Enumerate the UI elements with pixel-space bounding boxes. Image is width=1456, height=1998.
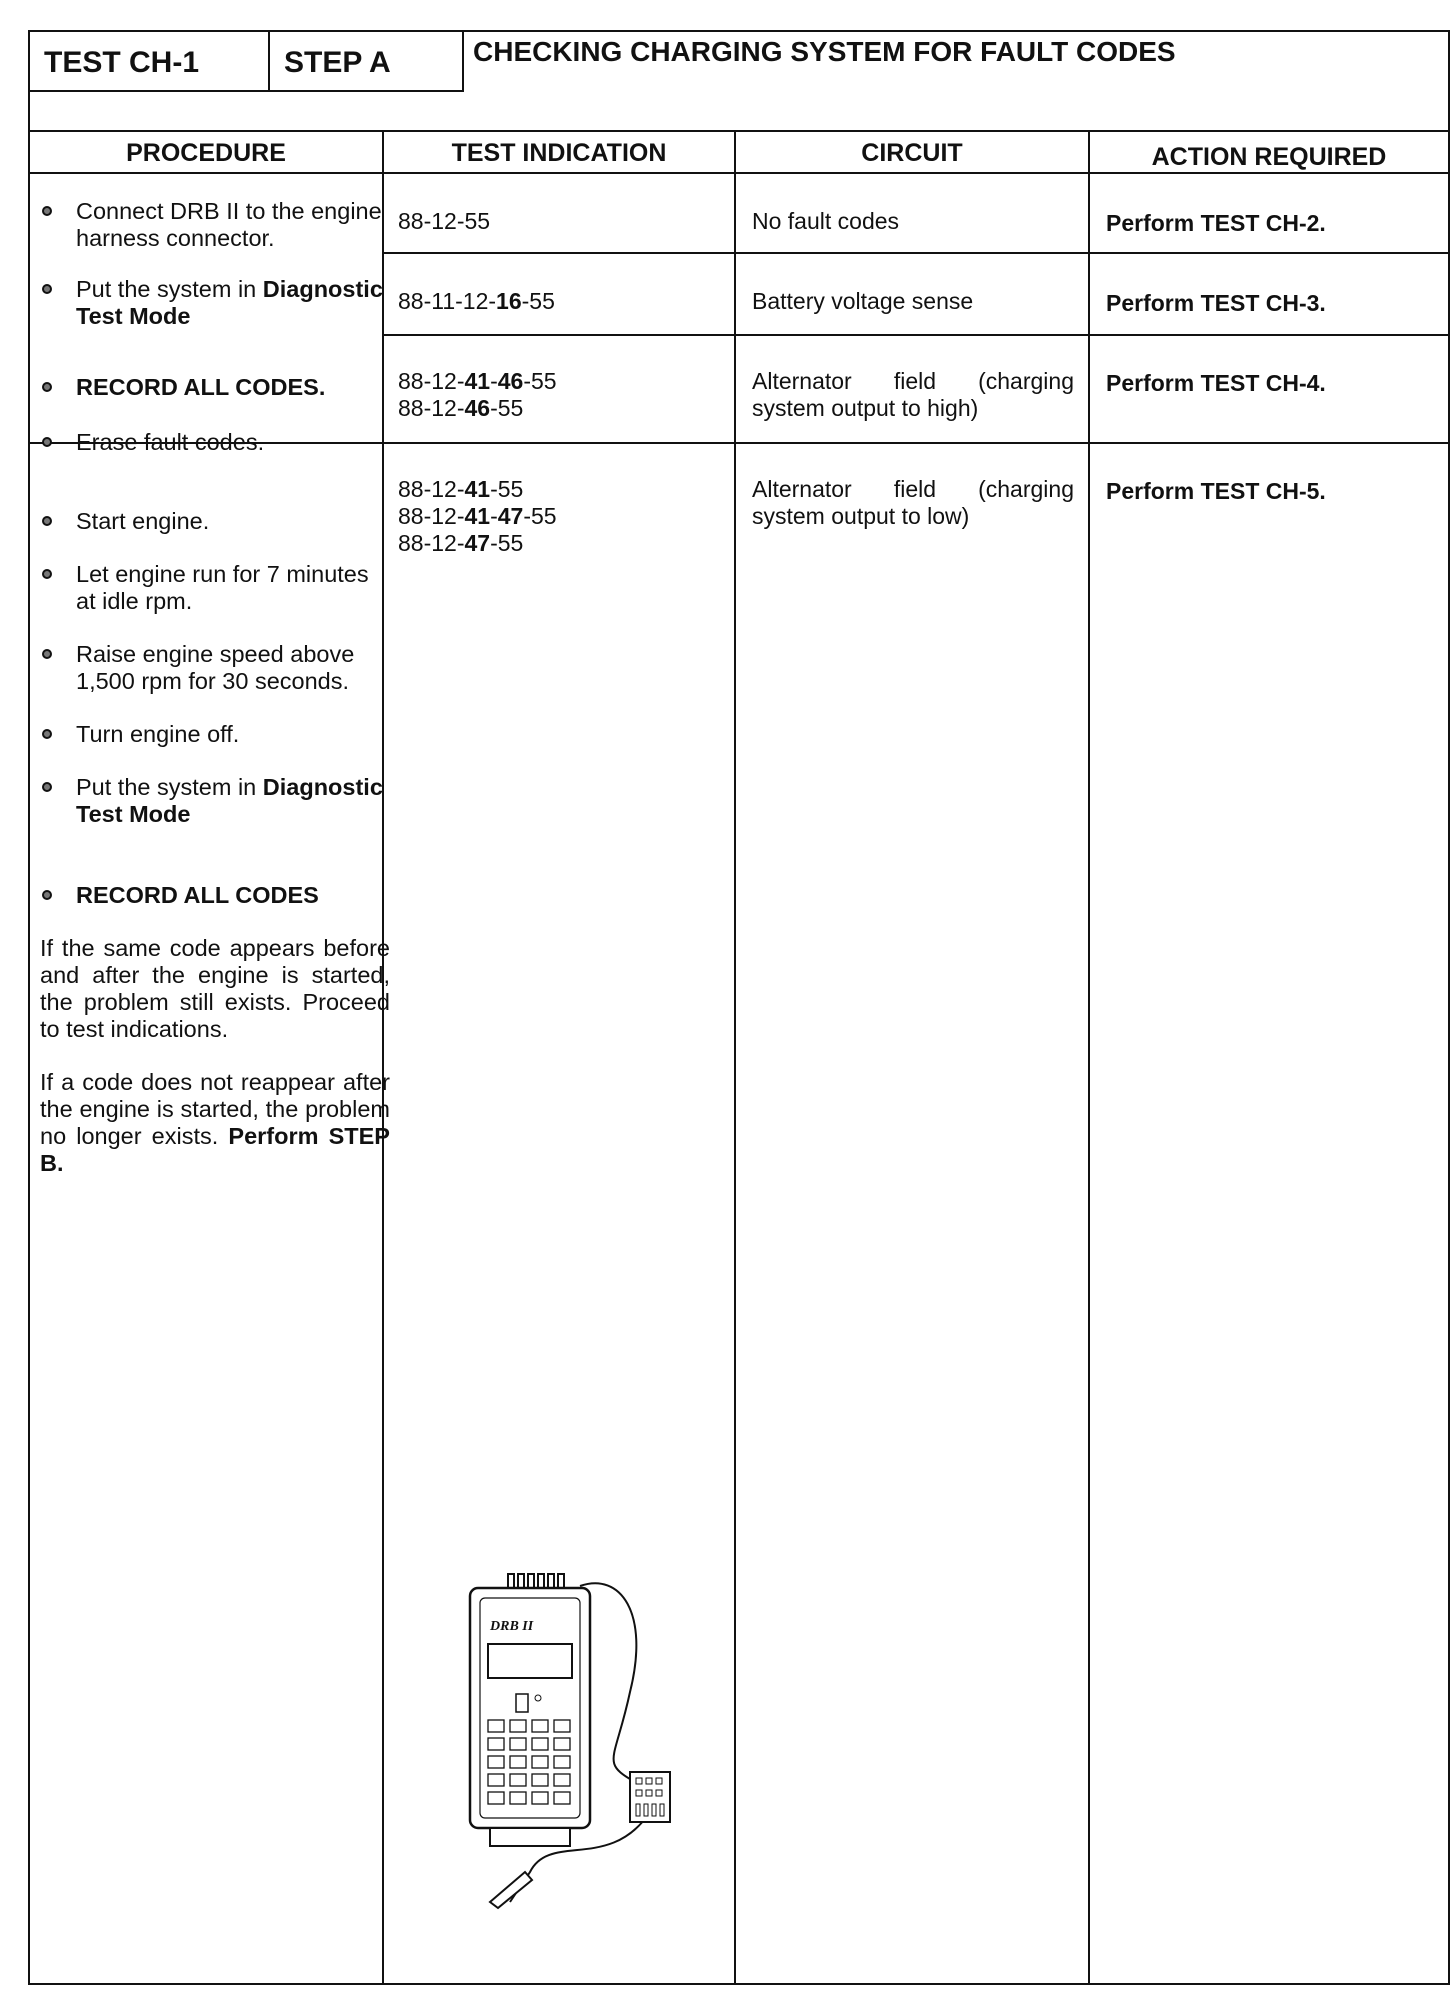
test-indication-row-1 — [398, 208, 490, 235]
code-line: 88-12-46-55 — [398, 395, 524, 421]
row-rule-1 — [384, 252, 1448, 254]
proc-step: Put the system in Diagnostic Test Mode — [30, 774, 390, 828]
circuit-row-1: No fault codes — [752, 208, 900, 234]
bullet-icon — [42, 516, 52, 526]
action-row-3: Perform TEST CH-4. — [1106, 370, 1326, 396]
proc-step: Raise engine speed above 1,500 rpm for 30 seconds. — [30, 641, 390, 695]
bullet-icon — [42, 729, 52, 739]
action-row-2: Perform TEST CH-3. — [1106, 290, 1326, 316]
proc-step: RECORD ALL CODES. — [30, 374, 390, 401]
code-line: 88-12-55 — [398, 208, 491, 234]
action-row-1: Perform TEST CH-2. — [1106, 210, 1326, 236]
bullet-icon — [42, 782, 52, 792]
col-head-action: ACTION REQUIRED — [1151, 143, 1387, 171]
code-line: 88-11-12-16-55 — [398, 288, 555, 314]
step-box — [270, 32, 464, 92]
bullet-icon — [42, 206, 52, 216]
row-rule-3 — [384, 442, 1448, 444]
procedure-column — [30, 198, 390, 1177]
col-head-procedure: PROCEDURE — [126, 139, 286, 167]
proc-step: Connect DRB II to the engine harness connector. — [30, 198, 390, 252]
test-indication-row-4 — [398, 476, 557, 557]
circuit-row-2: Battery voltage sense — [752, 288, 974, 314]
document-page — [28, 30, 1450, 1985]
device-label: DRB II — [490, 1619, 534, 1634]
circuit-row-4: Alternator field (charging system output to low) — [752, 476, 1074, 529]
bullet-icon — [42, 437, 52, 447]
note-paragraph: If a code does not reappear after the engine is started, the problem no longer exists. Perform STEP B. — [40, 1069, 390, 1176]
test-indication-row-3 — [398, 368, 557, 422]
bullet-icon — [42, 649, 52, 659]
proc-step: Erase fault codes. — [30, 429, 390, 456]
code-line: 88-12-47-55 — [398, 530, 524, 556]
proc-step: Let engine run for 7 minutes at idle rpm. — [30, 561, 390, 615]
proc-step: Put the system in Diagnostic Test Mode — [30, 276, 390, 330]
col-head-circuit: CIRCUIT — [861, 139, 963, 167]
proc-step: Start engine. — [30, 508, 390, 535]
row-rule-2 — [384, 334, 1448, 336]
code-line: 88-12-41-55 — [398, 476, 524, 502]
step-label: STEP A — [284, 46, 391, 79]
note-paragraph: If the same code appears before and after the engine is started, the problem still exists. Proceed to test indications. — [40, 935, 390, 1042]
test-id-box — [30, 32, 270, 92]
action-row-4: Perform TEST CH-5. — [1106, 478, 1326, 504]
code-line: 88-12-41-47-55 — [398, 503, 557, 529]
proc-step: RECORD ALL CODES — [30, 882, 390, 909]
circuit-row-3: Alternator field (charging system output to high) — [752, 368, 1074, 421]
code-line: 88-12-41-46-55 — [398, 368, 557, 394]
col-head-test-indication: TEST INDICATION — [451, 139, 667, 167]
bullet-icon — [42, 284, 52, 294]
proc-step: Turn engine off. — [30, 721, 390, 748]
bullet-icon — [42, 569, 52, 579]
test-indication-row-2 — [398, 288, 555, 315]
col-divider-3 — [1088, 132, 1090, 1985]
page-title: CHECKING CHARGING SYSTEM FOR FAULT CODES — [473, 36, 1176, 67]
bullet-icon — [42, 890, 52, 900]
test-id: TEST CH-1 — [44, 46, 200, 79]
bullet-icon — [42, 382, 52, 392]
clip-icon — [490, 1872, 532, 1908]
drb-ii-tester-illustration — [450, 1572, 740, 1912]
